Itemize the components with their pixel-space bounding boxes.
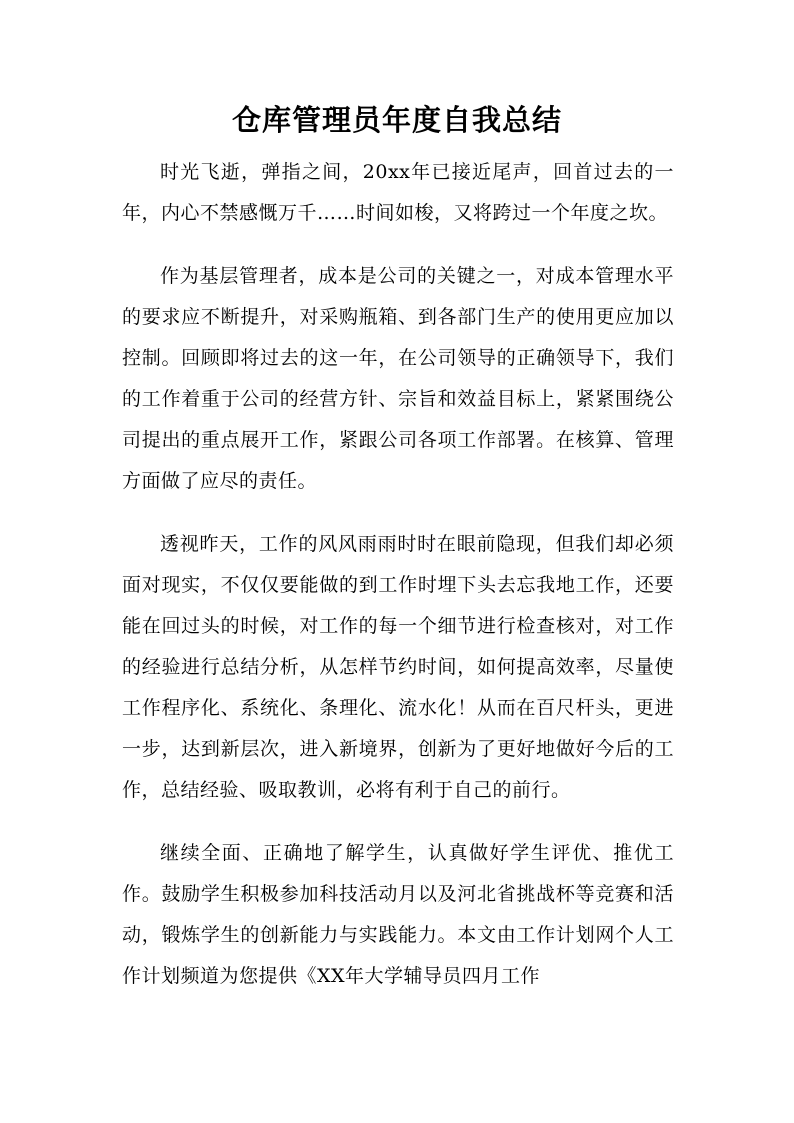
document-title: 仓库管理员年度自我总结 [231,103,562,137]
paragraph-1: 时光飞逝，弹指之间，20xx年已接近尾声，回首过去的一年，内心不禁感慨万千……时间如梭，又将跨过一个年度之坎。 [122,161,674,224]
paragraph-3: 透视昨天，工作的风风雨雨时时在眼前隐现，但我们却必须面对现实，不仅仅要能做的到工作时埋下头去忘我地工作，还要能在回过头的时候，对工作的每一个细节进行检查核对，对工作的经验进行总结分析，从怎样节约时间，如何提高效率，尽量使工作程序化、系统化、条理化、流水化！从而在百尺杆头，更进一步，达到新层次，进入新境界，创新为了更好地做好今后的工作，总结经验、吸取教训，必将有利于自己的前行。 [122,533,674,801]
paragraph-2: 作为基层管理者，成本是公司的关键之一，对成本管理水平的要求应不断提升，对采购瓶箱、到各部门生产的使用更应加以控制。回顾即将过去的这一年，在公司领导的正确领导下，我们的工作着重于公司的经营方针、宗旨和效益目标上，紧紧围绕公司提出的重点展开工作，紧跟公司各项工作部署。在核算、管理方面做了应尽的责任。 [122,265,674,492]
paragraph-4: 继续全面、正确地了解学生，认真做好学生评优、推优工作。鼓励学生积极参加科技活动月以及河北省挑战杯等竞赛和活动，锻炼学生的创新能力与实践能力。本文由工作计划网个人工作计划频道为您提供《XX年大学辅导员四月工作 [122,842,674,987]
document-body [122,152,674,997]
